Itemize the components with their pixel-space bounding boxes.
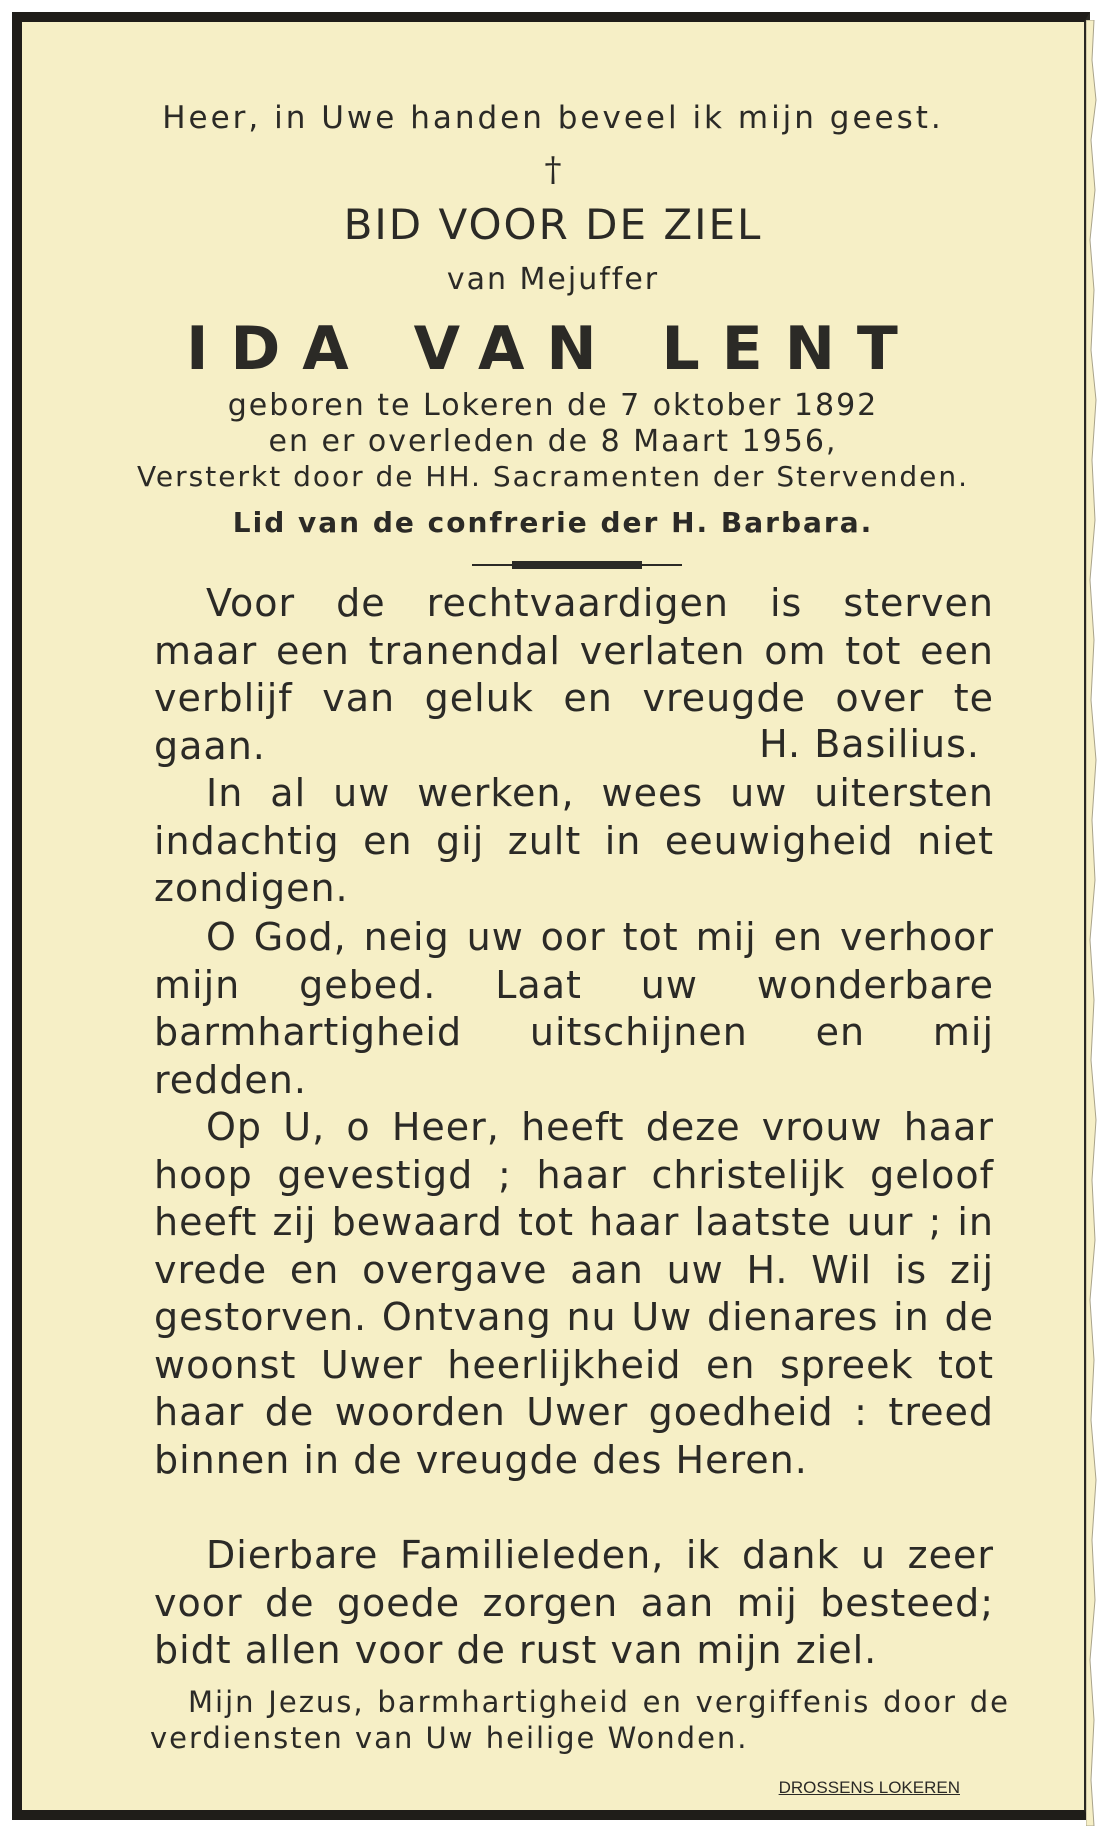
paragraph-1: Voor de rechtvaardigen is sterven maar een tranendal verlaten om tot een verblijf van geluk en vreugde over te gaan.: [154, 581, 994, 768]
torn-edge: [1086, 20, 1110, 1826]
invocation-text: Heer, in Uwe handen beveel ik mijn geest.: [162, 100, 944, 136]
paragraph-4: Op U, o Heer, heeft deze vrouw haar hoop gevestigd ; haar christelijk geloof heeft zij bewaard tot haar laatste uur ; in vrede en overgave aan uw H. Wil is zij gestorven. Ontvang nu Uw dienares in de woonst Uwer heerlijkheid en spreek tot haar de woorden Uwer goedheid : treed binnen in de vreugde des Heren.: [154, 1105, 994, 1482]
closing-prayer: Mijn Jezus, barmhartigheid en vergiffenis door de verdiensten van Uw heilige Wonden.: [150, 1685, 1010, 1755]
heading: BID VOOR DE ZIEL: [343, 200, 763, 249]
printer-mark: DROSSENS LOKEREN: [778, 1778, 960, 1797]
paragraph-3: O God, neig uw oor tot mij en verhoor mijn gebed. Laat uw wonderbare barmhartigheid uitschijnen en mij redden.: [154, 915, 994, 1102]
death-line: en er overleden de 8 Maart 1956,: [268, 424, 838, 459]
membership-line: Lid van de confrerie der H. Barbara.: [232, 506, 874, 539]
deceased-name: IDA VAN LENT: [186, 314, 920, 384]
birth-line: geboren te Lokeren de 7 oktober 1892: [227, 388, 879, 423]
sacraments-line: Versterkt door de HH. Sacramenten der Stervenden.: [136, 460, 970, 493]
divider-ornament: [512, 561, 642, 569]
cross-icon: †: [544, 150, 562, 190]
title-line: van Mejuffer: [446, 262, 660, 297]
paragraph-5: Dierbare Familieleden, ik dank u zeer voor de goede zorgen aan mij besteed; bidt allen voor de rust van mijn ziel.: [154, 1533, 994, 1672]
paragraph-2: In al uw werken, wees uw uitersten indachtig en gij zult in eeuwigheid niet zondigen.: [154, 771, 994, 910]
attribution: H. Basilius.: [759, 722, 980, 766]
memorial-card: [12, 12, 1090, 1820]
